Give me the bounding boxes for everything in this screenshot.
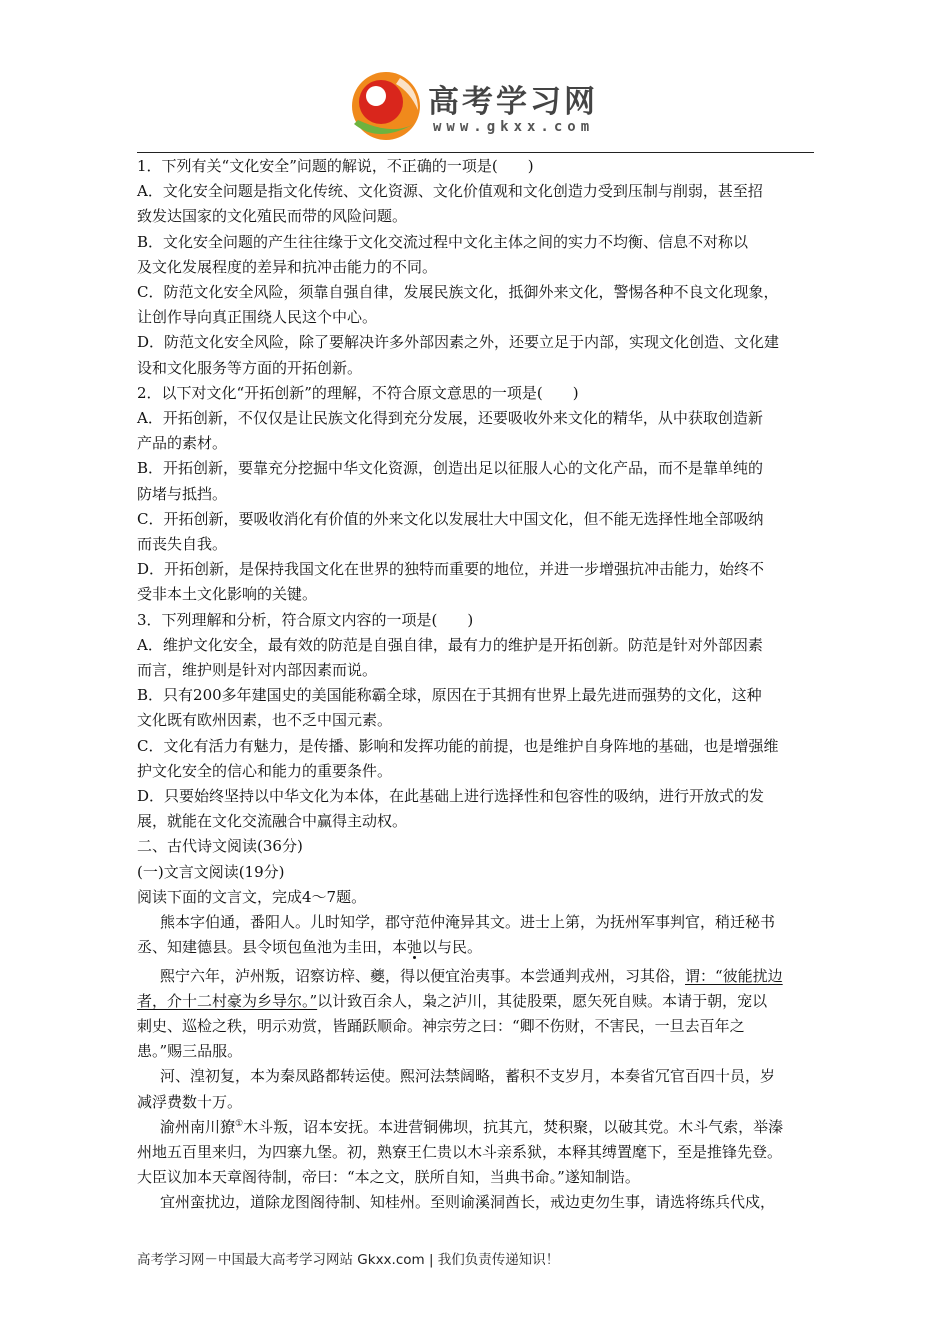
q3-option-c: C．文化有活力有魅力，是传播、影响和发挥功能的前提，也是维护自身阵地的基础，也是增强维: [137, 736, 779, 755]
passage-para-2: [137, 964, 817, 989]
underlined-sentence: 谓：“彼能扰边: [685, 966, 783, 985]
q2-option-d-cont: 受非本土文化影响的关键。: [137, 585, 318, 604]
q2-option-c: C．开拓创新，要吸收消化有价值的外来文化以发展壮大中国文化，但不能无选择性地全部吸纳: [137, 509, 764, 528]
passage-para-2-cont: 患。”赐三品服。: [137, 1042, 243, 1061]
q1-option-a: A．文化安全问题是指文化传统、文化资源、文化价值观和文化创造力受到压制与削弱，甚至招: [137, 182, 763, 201]
footnote-marker: ①: [235, 1118, 244, 1129]
passage-para-5: 宜州蛮扰边，道除龙图阁待制、知桂州。至则谕溪洞酋长，戒边吏勿生事，请选将练兵代戍，: [160, 1193, 776, 1212]
subsection-heading: (一)文言文阅读(19分): [137, 862, 285, 881]
page-footer: 高考学习网－中国最大高考学习网站 Gkxx.com | 我们负责传递知识！: [137, 1252, 560, 1268]
passage-para-4: [137, 1115, 817, 1140]
q3-option-b-cont: 文化既有欧州因素，也不乏中国元素。: [137, 711, 393, 730]
logo-emblem-icon: [348, 66, 428, 146]
q3-option-a-cont: 而言，维护则是针对内部因素而说。: [137, 661, 378, 680]
passage-text: 以与民。: [422, 938, 483, 957]
q1-option-c: C．防范文化安全风险，须靠自强自律，发展民族文化，抵御外来文化，警惕各种不良文化现象，: [137, 283, 779, 302]
q3-option-d: D．只要始终坚持以中华文化为本体，在此基础上进行选择性和包容性的吸纳，进行开放式的发: [137, 787, 765, 806]
passage-para-1-cont: [137, 935, 817, 960]
logo-title: 高考学习网: [428, 84, 598, 120]
q1-option-d-cont: 设和文化服务等方面的开拓创新。: [137, 358, 363, 377]
q1-option-d: D．防范文化安全风险，除了要解决许多外部因素之外，还要立足于内部，实现文化创造、文化建: [137, 333, 780, 352]
q2-option-a: A．开拓创新，不仅仅是让民族文化得到充分发展，还要吸收外来文化的精华，从中获取创造新: [137, 409, 763, 428]
q3-option-c-cont: 护文化安全的信心和能力的重要条件。: [137, 761, 393, 780]
passage-para-3-cont: 减浮费数十万。: [137, 1092, 243, 1111]
reading-instruction: 阅读下面的文言文，完成4～7题。: [137, 887, 367, 906]
q2-option-a-cont: 产品的素材。: [137, 434, 228, 453]
passage-text: 丞、知建德县。县令顷包鱼池为圭田，本: [137, 938, 408, 957]
q1-option-c-cont: 让创作导向真正围绕人民这个中心。: [137, 308, 378, 327]
q3-option-b: B．只有200多年建国史的美国能称霸全球，原因在于其拥有世界上最先进而强势的文化，这种: [137, 686, 762, 705]
header-divider: [137, 152, 814, 153]
q3-option-a: A．维护文化安全，最有效的防范是自强自律，最有力的维护是开拓创新。防范是针对外部因素: [137, 635, 763, 654]
section-heading: 二、古代诗文阅读(36分): [137, 837, 303, 856]
question-3-stem: 3．下列理解和分析，符合原文内容的一项是( ): [137, 610, 474, 629]
passage-text: 木斗叛，诏本安抚。本进营铜佛坝，抗其亢，焚积聚，以破其党。木斗气索，举溱: [243, 1117, 784, 1136]
q1-option-b-cont: 及文化发展程度的差异和抗冲击能力的不同。: [137, 257, 438, 276]
q2-option-b: B．开拓创新，要靠充分挖掘中华文化资源，创造出足以征服人心的文化产品，而不是靠单纯的: [137, 459, 764, 478]
passage-para-4-cont: 大臣议加本天章阁待制，帝曰：“本之文，朕所自知，当典书命。”遂知制诰。: [137, 1168, 640, 1187]
passage-para-3: 河、湟初复，本为秦凤路都转运使。熙河法禁阔略，蓄积不支岁月，本奏省冗官百四十员，岁: [160, 1067, 776, 1086]
underlined-sentence: 者，介十二村豪为乡导尔。”: [137, 991, 318, 1010]
passage-text: 熙宁六年，泸州叛，诏察访梓、夔，得以便宜治夷事。本尝通判戎州，习其俗，: [160, 966, 686, 985]
passage-text: 以计致百余人，枭之泸川，其徒股栗，愿矢死自赎。本请于朝，宠以: [317, 991, 768, 1010]
logo-url[interactable]: www.gkxx.com: [433, 119, 595, 135]
passage-para-1: 熊本字伯通，番阳人。儿时知学，郡守范仲淹异其文。进士上第，为抚州军事判官，稍迁秘书: [160, 913, 776, 932]
passage-para-4-cont: 州地五百里来归，为四寨九堡。初，熟寮王仁贵以木斗亲系狱，本释其缚置麾下，至是推锋先登。: [137, 1142, 783, 1161]
passage-text: 渝州南川獠: [160, 1117, 236, 1136]
question-2-stem: 2．以下对文化“开拓创新”的理解，不符合原文意思的一项是( ): [137, 383, 579, 402]
q1-option-a-cont: 致发达国家的文化殖民而带的风险问题。: [137, 207, 408, 226]
q2-option-c-cont: 而丧失自我。: [137, 535, 228, 554]
question-1-stem: 1．下列有关“文化安全”问题的解说，不正确的一项是( ): [137, 157, 534, 175]
emphasis-char: 弛: [407, 938, 423, 957]
passage-para-2-cont: [137, 989, 817, 1014]
q2-option-d: D．开拓创新，是保持我国文化在世界的独特而重要的地位，并进一步增强抗冲击能力，始终不: [137, 560, 765, 579]
site-logo[interactable]: [348, 66, 618, 146]
passage-para-2-cont: 刺史、巡检之秩，明示劝赏，皆踊跃顺命。神宗劳之曰：“卿不伤财，不害民，一旦去百年之: [137, 1016, 745, 1035]
exam-content: [137, 154, 817, 1216]
q1-option-b: B．文化安全问题的产生往往缘于文化交流过程中文化主体之间的实力不均衡、信息不对称以: [137, 232, 749, 251]
q3-option-d-cont: 展，就能在文化交流融合中赢得主动权。: [137, 812, 408, 831]
q2-option-b-cont: 防堵与抵挡。: [137, 484, 228, 503]
